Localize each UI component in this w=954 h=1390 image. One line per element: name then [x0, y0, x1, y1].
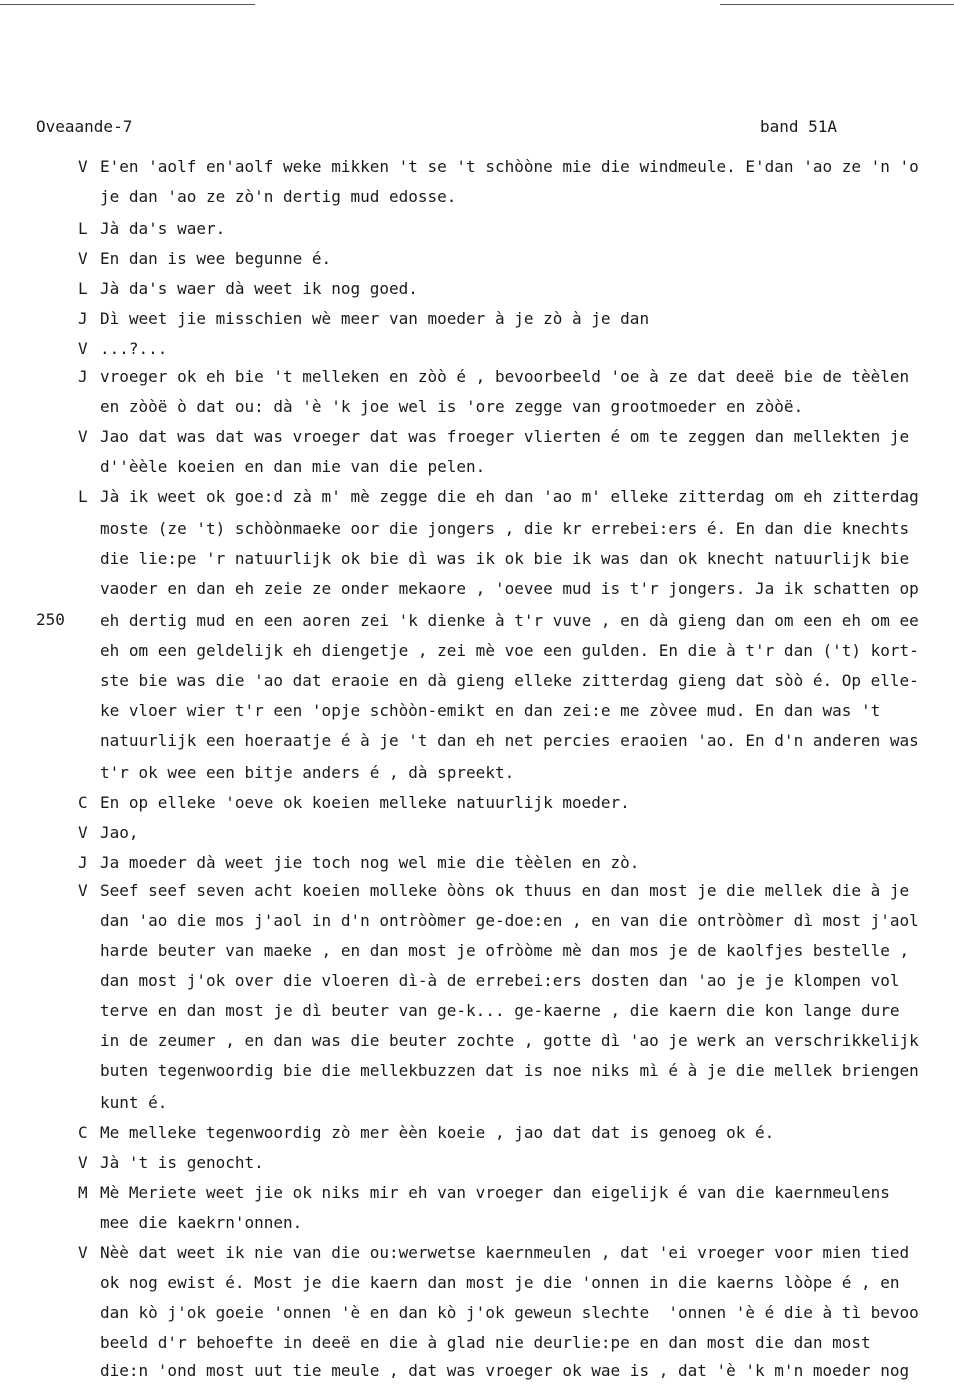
line-text: beeld d'r behoefte in deeë en die à glad nie deurlie:pe en dan most die dan most [100, 1333, 871, 1352]
line-text: harde beuter van maeke , en dan most je ofròòme mè dan mos je de kaolfjes bestelle , [100, 941, 910, 960]
speaker-label: V [78, 339, 88, 358]
speaker-label: C [78, 793, 88, 812]
line-text: eh om een geldelijk eh diengetje , zei mè voe een gulden. En die à t'r dan ('t) kort- [100, 641, 919, 660]
line-text: je dan 'ao ze zò'n dertig mud edosse. [100, 187, 457, 206]
speaker-label: L [78, 487, 88, 506]
line-text: kunt é. [100, 1093, 168, 1112]
line-text: terve en dan most je dì beuter van ge-k... ge-kaerne , die kaern die kon lange dure [100, 1001, 900, 1020]
speaker-label: J [78, 367, 88, 386]
speaker-label: J [78, 309, 88, 328]
line-text: mee die kaekrn'onnen. [100, 1213, 303, 1232]
speaker-label: J [78, 853, 88, 872]
line-text: Jà ik weet ok goe:d zà m' mè zegge die eh dan 'ao m' elleke zitterdag om eh zitterdag [100, 487, 919, 506]
line-text: Jao, [100, 823, 139, 842]
line-text: d''èèle koeien en dan mie van die pelen. [100, 457, 486, 476]
line-text: Mè Meriete weet jie ok niks mir eh van vroeger dan eigelijk é van die kaernmeulens [100, 1183, 890, 1202]
line-text: E'en 'aolf en'aolf weke mikken 't se 't schòòne mie die windmeule. E'dan 'ao ze 'n 'o [100, 157, 919, 176]
line-text: eh dertig mud en een aoren zei 'k dienke à t'r vuve , en dà gieng dan om een eh om ee [100, 611, 919, 630]
speaker-label: L [78, 219, 88, 238]
top-rule-left [0, 4, 255, 5]
speaker-label: V [78, 427, 88, 446]
line-text: ste bie was die 'ao dat eraoie en dà gieng elleke zitterdag gieng dat sòò é. Op elle- [100, 671, 919, 690]
line-text: Dì weet jie misschien wè meer van moeder à je zò à je dan [100, 309, 650, 328]
top-rule-right [720, 4, 954, 5]
line-text: dan most j'ok over die vloeren dì-à de errebei:ers dosten dan 'ao je je klompen vol [100, 971, 900, 990]
line-text: natuurlijk een hoeraatje é à je 't dan eh net percies eraoien 'ao. En d'n anderen was [100, 731, 919, 750]
line-text: Nèè dat weet ik nie van die ou:werwetse kaernmeulen , dat 'ei vroeger voor mien tied [100, 1243, 910, 1262]
speaker-label: V [78, 1153, 88, 1172]
header-title: Oveaande-7 [36, 117, 133, 136]
line-text: ...?... [100, 339, 168, 358]
line-text: dan kò j'ok goeie 'onnen 'è en dan kò j'ok geweun slechte 'onnen 'è é die à tì bevoo [100, 1303, 919, 1322]
line-text: En op elleke 'oeve ok koeien melleke natuurlijk moeder. [100, 793, 630, 812]
speaker-label: V [78, 157, 88, 176]
line-text: Jà 't is genocht. [100, 1153, 264, 1172]
line-text: Jà da's waer. [100, 219, 226, 238]
line-text: en zòòë ò dat ou: dà 'è 'k joe wel is 'ore zegge van grootmoeder en zòòë. [100, 397, 804, 416]
speaker-label: L [78, 279, 88, 298]
line-text: ke vloer wier t'r een 'opje schòòn-emikt en dan zei:e me zòvee mud. En dan was 't [100, 701, 881, 720]
line-text: die lie:pe 'r natuurlijk ok bie dì was ik ok bie ik was dan ok knecht natuurlijk bie [100, 549, 910, 568]
line-text: Ja moeder dà weet jie toch nog wel mie die tèèlen en zò. [100, 853, 640, 872]
margin-line-number: 250 [36, 610, 65, 629]
line-text: buten tegenwoordig bie die mellekbuzzen dat is noe niks mì é à je die mellek briengen [100, 1061, 919, 1080]
line-text: in de zeumer , en dan was die beuter zochte , gotte dì 'ao je werk an verschrikkelijk [100, 1031, 919, 1050]
speaker-label: V [78, 881, 88, 900]
speaker-label: C [78, 1123, 88, 1142]
speaker-label: V [78, 1243, 88, 1262]
line-text: Seef seef seven acht koeien molleke òòns ok thuus en dan most je die mellek die à je [100, 881, 910, 900]
line-text: t'r ok wee een bitje anders é , dà spreekt. [100, 763, 515, 782]
line-text: Me melleke tegenwoordig zò mer èèn koeie , jao dat dat is genoeg ok é. [100, 1123, 775, 1142]
speaker-label: V [78, 823, 88, 842]
line-text: moste (ze 't) schòònmaeke oor die jongers , die kr errebei:ers é. En dan die knechts [100, 519, 910, 538]
line-text: Jà da's waer dà weet ik nog goed. [100, 279, 418, 298]
header-band: band 51A [760, 117, 838, 136]
line-text: vroeger ok eh bie 't melleken en zòò é , bevoorbeeld 'oe à ze dat deeë bie de tèèlen [100, 367, 910, 386]
line-text: En dan is wee begunne é. [100, 249, 332, 268]
speaker-label: M [78, 1183, 88, 1202]
line-text: Jao dat was dat was vroeger dat was froeger vlierten é om te zeggen dan mellekten je [100, 427, 910, 446]
line-text: ok nog ewist é. Most je die kaern dan most je die 'onnen in die kaerns lòòpe é , en [100, 1273, 900, 1292]
line-text: die:n 'ond most uut tie meule , dat was vroeger ok wae is , dat 'è 'k m'n moeder nog [100, 1361, 910, 1380]
line-text: vaoder en dan eh zeie ze onder mekaore , 'oevee mud is t'r jongers. Ja ik schatten op [100, 579, 919, 598]
line-text: dan 'ao die mos j'aol in d'n ontròòmer ge-doe:en , en van die ontròòmer dì most j'aol [100, 911, 919, 930]
speaker-label: V [78, 249, 88, 268]
